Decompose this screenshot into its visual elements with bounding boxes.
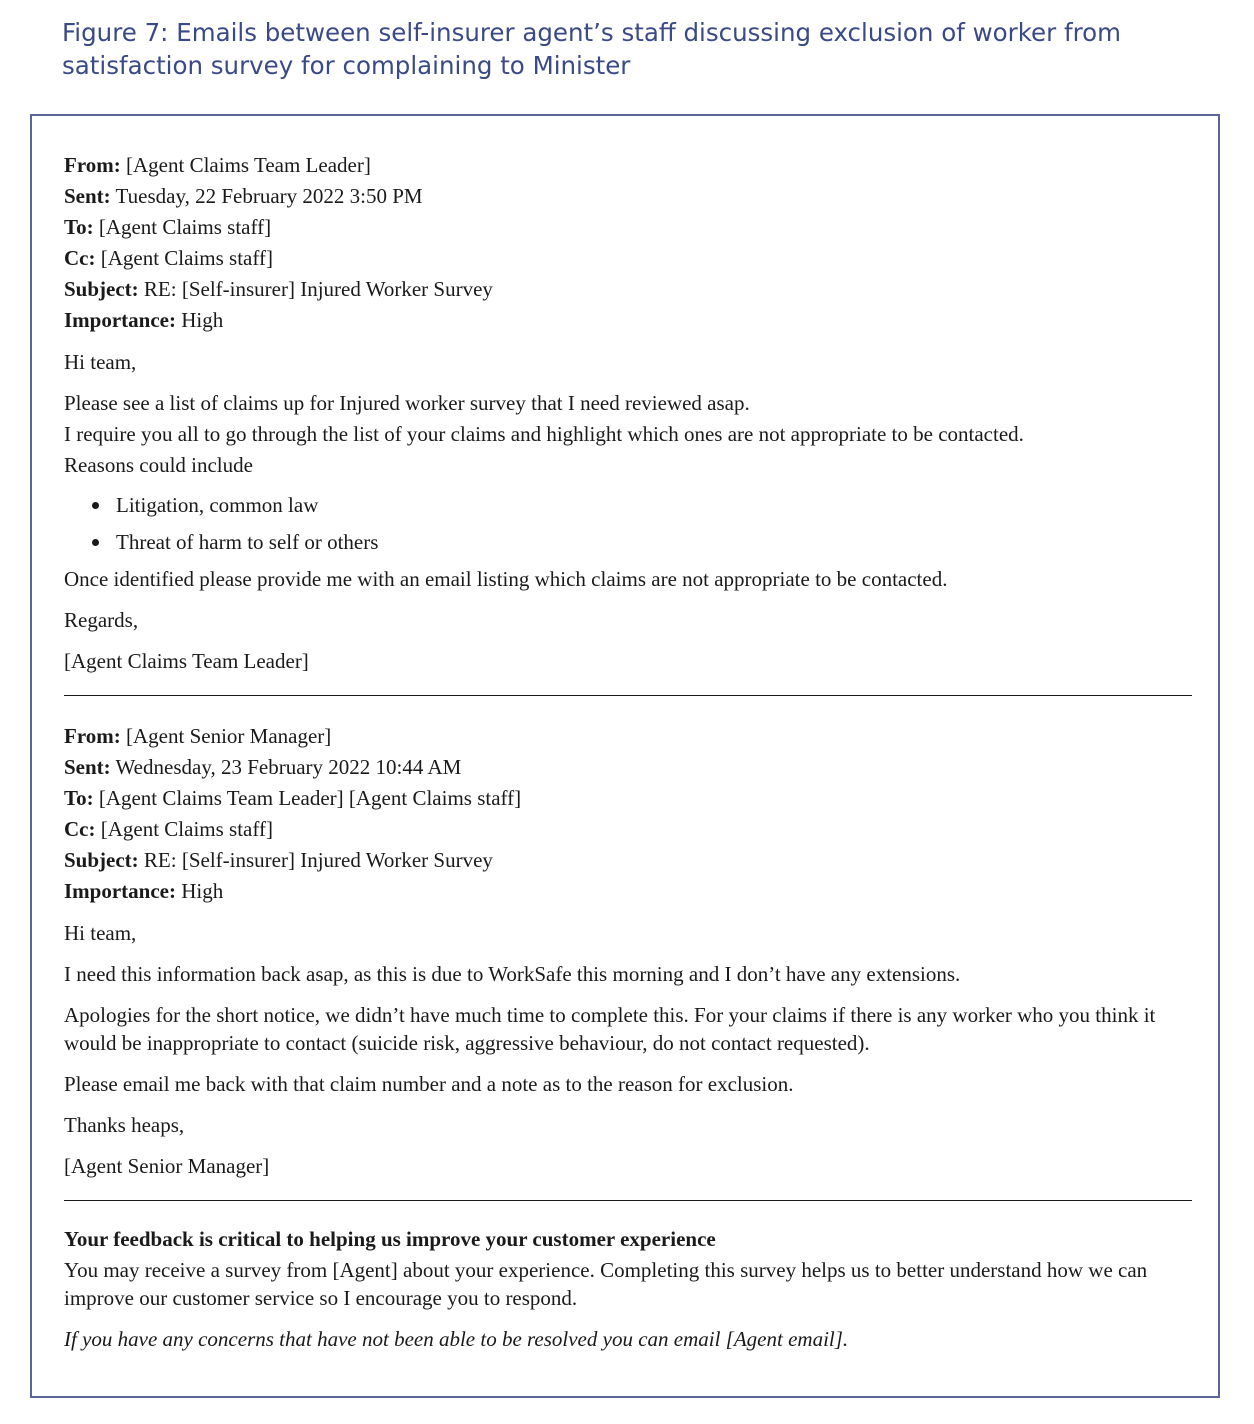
importance-label: Importance: — [64, 879, 176, 903]
email-2-to — [64, 783, 1192, 814]
from-value: [Agent Senior Manager] — [126, 724, 332, 748]
cc-label: Cc: — [64, 246, 96, 270]
email-1-greeting: Hi team, — [64, 350, 137, 374]
sent-label: Sent: — [64, 755, 111, 779]
feedback-body: You may receive a survey from [Agent] about your experience. Completing this survey helps us to better understand how we can improve our customer service so I encourage you to respond. — [64, 1258, 1148, 1310]
email-1-cc — [64, 243, 1192, 274]
email-2 — [64, 721, 1192, 1180]
email-separator — [64, 1200, 1192, 1201]
subject-value: RE: [Self-insurer] Injured Worker Survey — [143, 277, 493, 301]
email-2-header — [64, 721, 1192, 907]
bullet-icon — [92, 539, 99, 546]
email-1-body-line-3: Reasons could include — [64, 453, 253, 477]
email-2-paragraph-3: Please email me back with that claim number and a note as to the reason for exclusion. — [64, 1072, 794, 1096]
email-1 — [64, 150, 1192, 675]
email-1-importance — [64, 305, 1192, 336]
subject-value: RE: [Self-insurer] Injured Worker Survey — [143, 848, 493, 872]
list-item — [116, 528, 1192, 556]
email-2-importance — [64, 876, 1192, 907]
importance-value: High — [181, 308, 224, 332]
figure-caption: Figure 7: Emails between self-insurer agent’s staff discussing exclusion of worker from satisfaction survey for complaining to Minister — [62, 18, 1121, 80]
email-2-from — [64, 721, 1192, 752]
email-1-signature: [Agent Claims Team Leader] — [64, 649, 309, 673]
feedback-note: If you have any concerns that have not been able to be resolved you can email [Agent email]. — [64, 1327, 849, 1351]
list-item-text: Litigation, common law — [116, 493, 319, 517]
list-item — [116, 491, 1192, 519]
reasons-list — [64, 491, 1192, 556]
email-2-subject — [64, 845, 1192, 876]
to-value: [Agent Claims Team Leader] [Agent Claims staff] — [98, 786, 522, 810]
email-2-paragraph-2: Apologies for the short notice, we didn’t have much time to complete this. For your claims if there is any worker who you think it would be inappropriate to contact (suicide risk, aggressive behaviour, do not contact requested). — [64, 1003, 1156, 1055]
importance-label: Importance: — [64, 308, 176, 332]
from-value: [Agent Claims Team Leader] — [126, 153, 371, 177]
email-1-closing-paragraph: Once identified please provide me with an email listing which claims are not appropriate to be contacted. — [64, 567, 948, 591]
email-separator — [64, 695, 1192, 696]
email-1-body-line-1: Please see a list of claims up for Injured worker survey that I need reviewed asap. — [64, 391, 750, 415]
to-label: To: — [64, 215, 94, 239]
feedback-footer — [64, 1225, 1192, 1353]
feedback-heading: Your feedback is critical to helping us improve your customer experience — [64, 1227, 716, 1251]
email-2-paragraph-1: I need this information back asap, as this is due to WorkSafe this morning and I don’t have any extensions. — [64, 962, 961, 986]
email-2-sent — [64, 752, 1192, 783]
email-thread-box — [30, 114, 1220, 1398]
email-1-to — [64, 212, 1192, 243]
email-2-signature: [Agent Senior Manager] — [64, 1154, 270, 1178]
email-thread-content — [64, 150, 1192, 1353]
sent-value: Tuesday, 22 February 2022 3:50 PM — [115, 184, 423, 208]
importance-value: High — [181, 879, 224, 903]
sent-value: Wednesday, 23 February 2022 10:44 AM — [115, 755, 462, 779]
email-2-greeting: Hi team, — [64, 921, 137, 945]
from-label: From: — [64, 153, 121, 177]
sent-label: Sent: — [64, 184, 111, 208]
email-2-cc — [64, 814, 1192, 845]
cc-value: [Agent Claims staff] — [100, 246, 273, 270]
cc-value: [Agent Claims staff] — [100, 817, 273, 841]
subject-label: Subject: — [64, 277, 139, 301]
from-label: From: — [64, 724, 121, 748]
to-label: To: — [64, 786, 94, 810]
list-item-text: Threat of harm to self or others — [116, 530, 379, 554]
email-2-signoff: Thanks heaps, — [64, 1113, 185, 1137]
email-1-sent — [64, 181, 1192, 212]
email-1-header — [64, 150, 1192, 336]
subject-label: Subject: — [64, 848, 139, 872]
bullet-icon — [92, 502, 99, 509]
email-1-from — [64, 150, 1192, 181]
email-1-signoff: Regards, — [64, 608, 139, 632]
to-value: [Agent Claims staff] — [98, 215, 272, 239]
email-1-body-line-2: I require you all to go through the list of your claims and highlight which ones are not appropriate to be contacted. — [64, 422, 1024, 446]
cc-label: Cc: — [64, 817, 96, 841]
email-1-subject — [64, 274, 1192, 305]
